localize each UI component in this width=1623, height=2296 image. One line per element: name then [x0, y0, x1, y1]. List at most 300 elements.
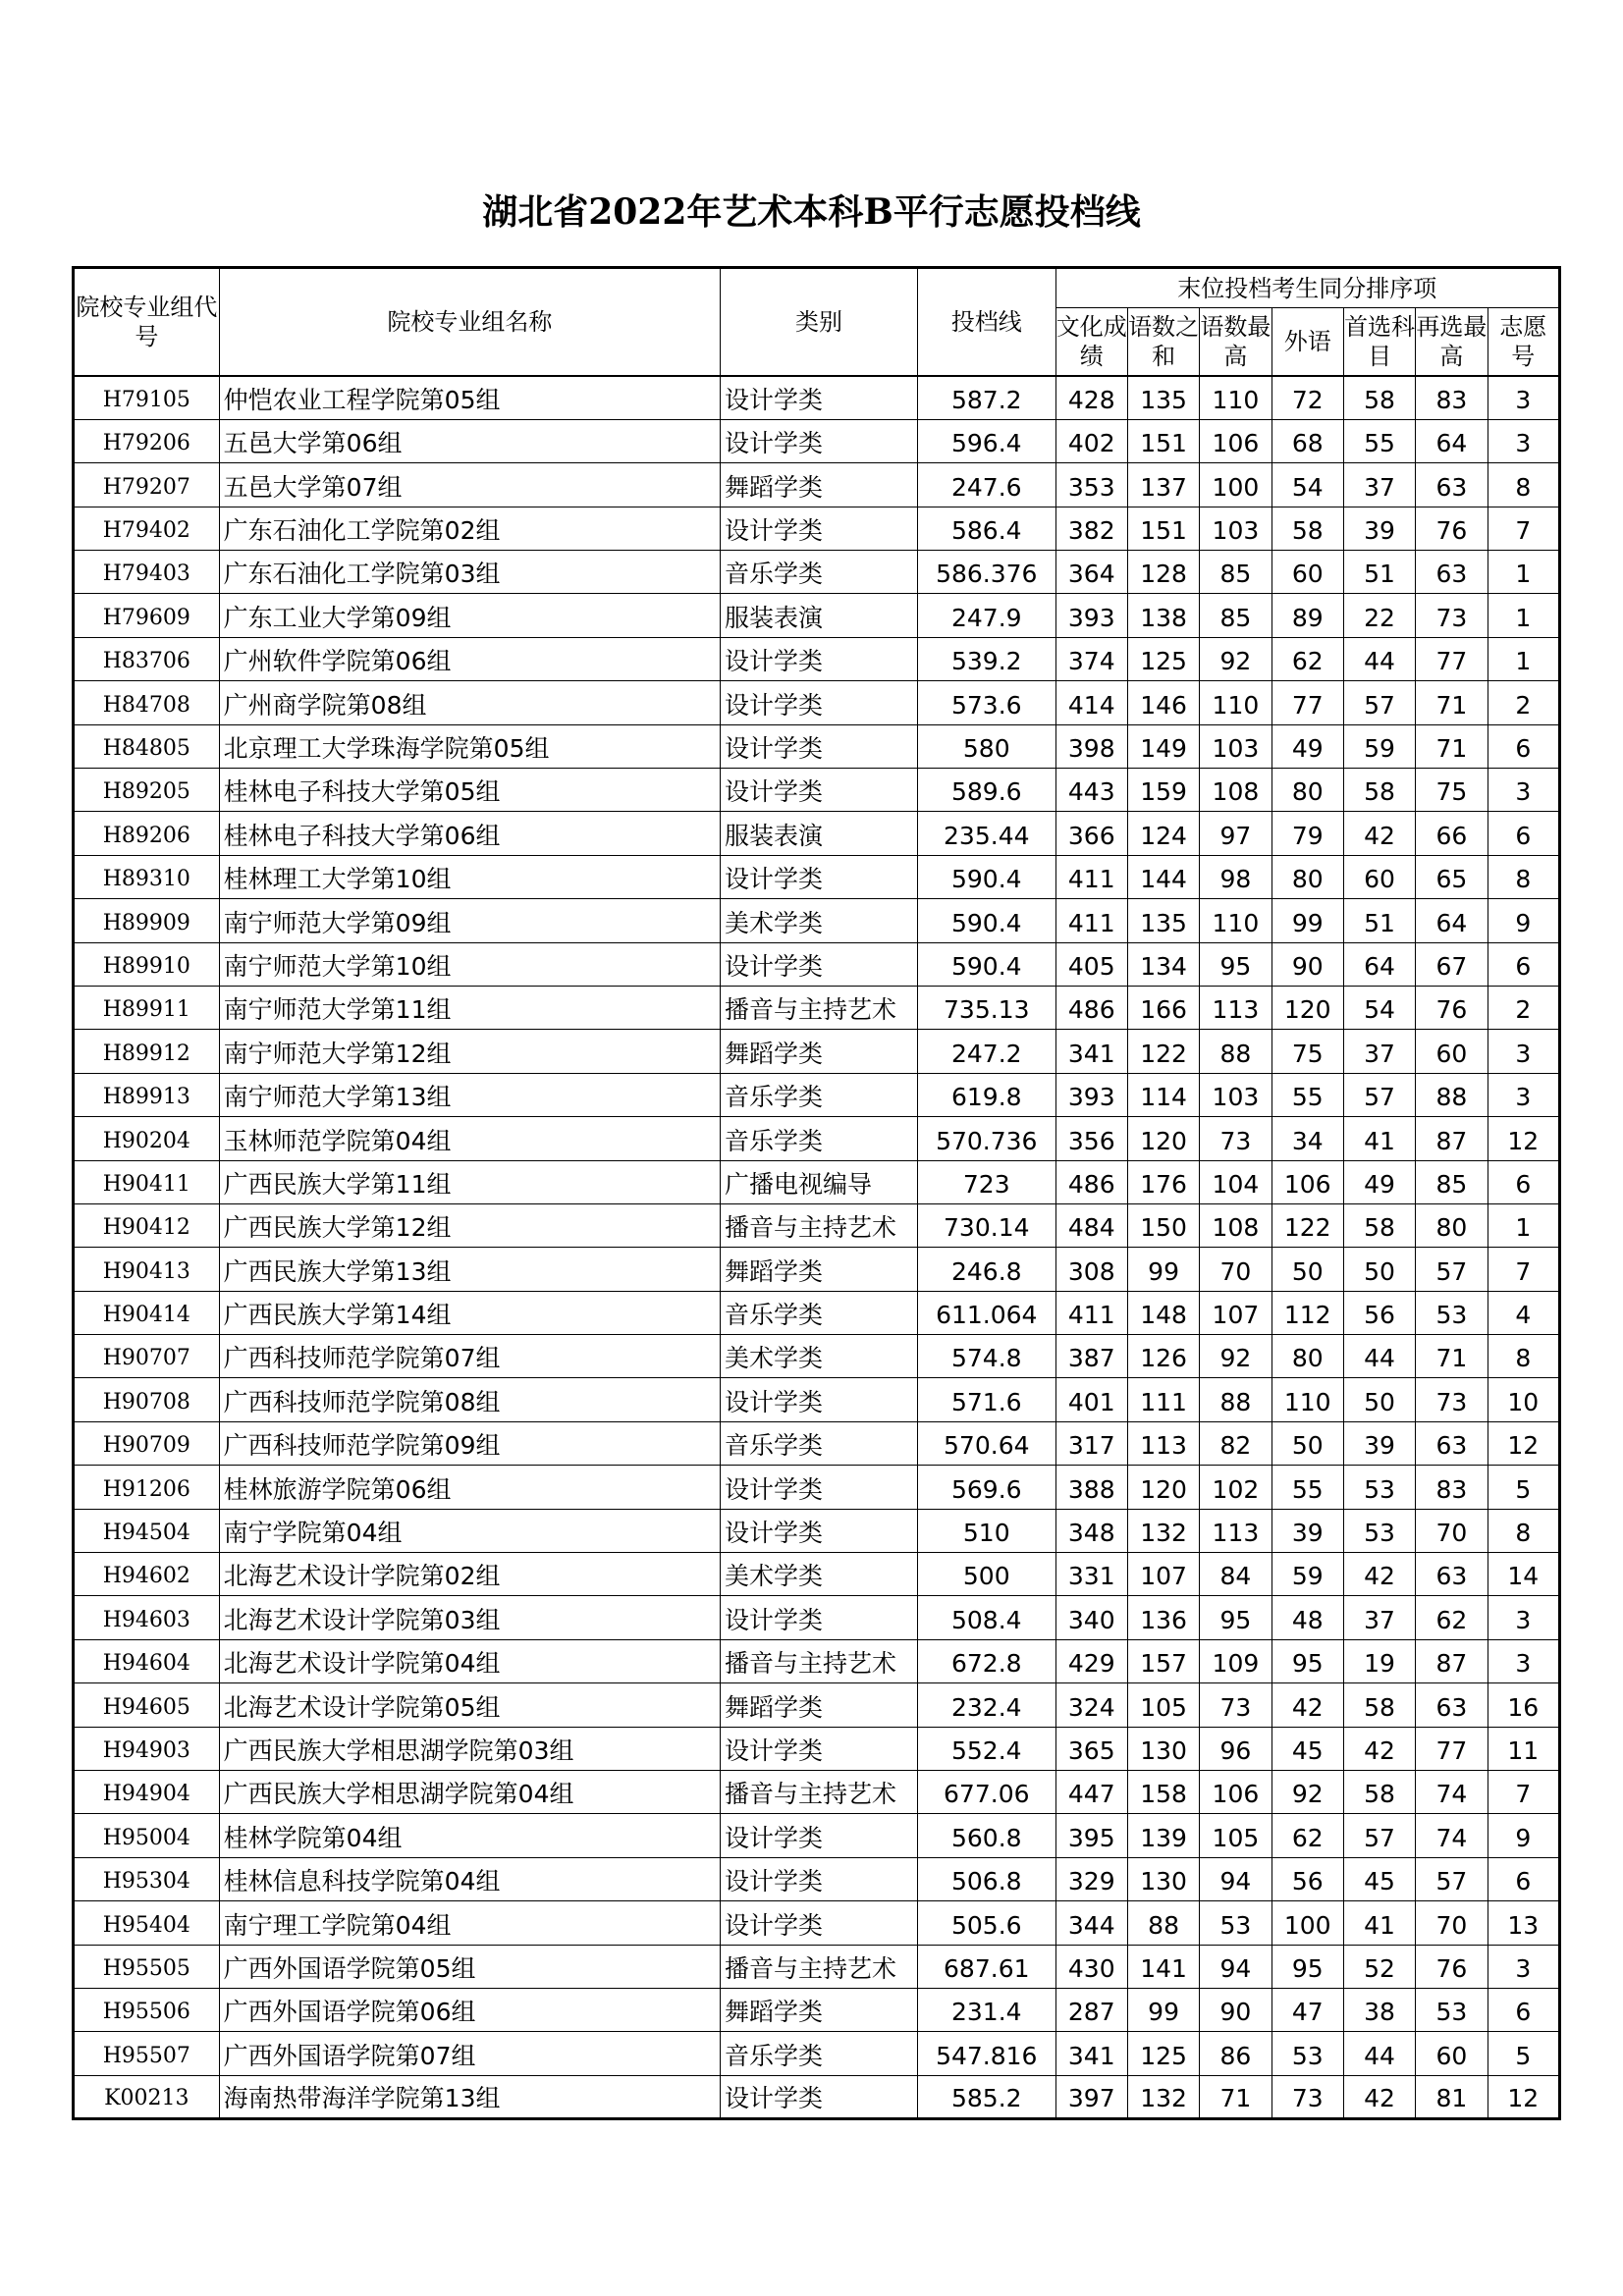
- name-cell: 广东石油化工学院第03组: [219, 551, 720, 594]
- header-sub: 文化成绩: [1055, 308, 1127, 377]
- table-row: [74, 1988, 1560, 2031]
- wish-no-cell: 6: [1488, 1857, 1559, 1900]
- culture-cell: 429: [1055, 1639, 1127, 1682]
- category-cell: 设计学类: [721, 1378, 918, 1421]
- foreign-lang-cell: 75: [1271, 1030, 1343, 1073]
- code-cell: H79206: [74, 419, 220, 462]
- score-cell: 247.6: [917, 463, 1055, 507]
- first-subject-cell: 38: [1343, 1988, 1415, 2031]
- table-row: [74, 1421, 1560, 1465]
- wish-no-cell: 8: [1488, 463, 1559, 507]
- wish-no-cell: 12: [1488, 2075, 1559, 2118]
- score-cell: 590.4: [917, 855, 1055, 898]
- first-subject-cell: 64: [1343, 942, 1415, 986]
- foreign-lang-cell: 100: [1271, 1901, 1343, 1945]
- first-subject-cell: 51: [1343, 551, 1415, 594]
- first-subject-cell: 56: [1343, 1291, 1415, 1334]
- culture-cell: 401: [1055, 1378, 1127, 1421]
- code-cell: H94603: [74, 1596, 220, 1639]
- table-row: [74, 1639, 1560, 1682]
- first-subject-cell: 58: [1343, 1771, 1415, 1814]
- header-sub: 语数最高: [1200, 308, 1271, 377]
- score-cell: 232.4: [917, 1683, 1055, 1727]
- name-cell: 桂林电子科技大学第05组: [219, 769, 720, 812]
- score-cell: 247.9: [917, 594, 1055, 637]
- foreign-lang-cell: 95: [1271, 1945, 1343, 1988]
- chinese-math-max-cell: 108: [1200, 1203, 1271, 1247]
- culture-cell: 374: [1055, 637, 1127, 680]
- code-cell: H89910: [74, 942, 220, 986]
- category-cell: 设计学类: [721, 1596, 918, 1639]
- table-row: [74, 1509, 1560, 1552]
- table-row: [74, 376, 1560, 419]
- category-cell: 音乐学类: [721, 551, 918, 594]
- header-sub: 志愿号: [1488, 308, 1559, 377]
- second-max-cell: 76: [1416, 986, 1488, 1029]
- category-cell: 音乐学类: [721, 1117, 918, 1160]
- category-cell: 音乐学类: [721, 1073, 918, 1116]
- name-cell: 南宁理工学院第04组: [219, 1901, 720, 1945]
- category-cell: 设计学类: [721, 1857, 918, 1900]
- chinese-math-max-cell: 73: [1200, 1117, 1271, 1160]
- chinese-math-max-cell: 104: [1200, 1160, 1271, 1203]
- first-subject-cell: 54: [1343, 986, 1415, 1029]
- wish-no-cell: 5: [1488, 1466, 1559, 1509]
- second-max-cell: 74: [1416, 1771, 1488, 1814]
- category-cell: 舞蹈学类: [721, 1988, 918, 2031]
- code-cell: H89206: [74, 812, 220, 855]
- wish-no-cell: 7: [1488, 1771, 1559, 1814]
- second-max-cell: 70: [1416, 1901, 1488, 1945]
- score-cell: 508.4: [917, 1596, 1055, 1639]
- first-subject-cell: 37: [1343, 1030, 1415, 1073]
- culture-cell: 308: [1055, 1248, 1127, 1291]
- wish-no-cell: 1: [1488, 1203, 1559, 1247]
- chinese-math-sum-cell: 148: [1127, 1291, 1199, 1334]
- name-cell: 北海艺术设计学院第03组: [219, 1596, 720, 1639]
- first-subject-cell: 41: [1343, 1117, 1415, 1160]
- first-subject-cell: 44: [1343, 637, 1415, 680]
- name-cell: 广东工业大学第09组: [219, 594, 720, 637]
- chinese-math-max-cell: 102: [1200, 1466, 1271, 1509]
- first-subject-cell: 55: [1343, 419, 1415, 462]
- table-row: [74, 1945, 1560, 1988]
- foreign-lang-cell: 80: [1271, 1335, 1343, 1378]
- table-row: [74, 1073, 1560, 1116]
- foreign-lang-cell: 106: [1271, 1160, 1343, 1203]
- culture-cell: 447: [1055, 1771, 1127, 1814]
- second-max-cell: 76: [1416, 507, 1488, 550]
- chinese-math-max-cell: 85: [1200, 594, 1271, 637]
- culture-cell: 324: [1055, 1683, 1127, 1727]
- score-cell: 570.736: [917, 1117, 1055, 1160]
- name-cell: 仲恺农业工程学院第05组: [219, 376, 720, 419]
- chinese-math-sum-cell: 176: [1127, 1160, 1199, 1203]
- table-row: [74, 681, 1560, 724]
- category-cell: 舞蹈学类: [721, 1683, 918, 1727]
- culture-cell: 341: [1055, 2032, 1127, 2075]
- name-cell: 桂林信息科技学院第04组: [219, 1857, 720, 1900]
- chinese-math-max-cell: 92: [1200, 1335, 1271, 1378]
- second-max-cell: 64: [1416, 419, 1488, 462]
- chinese-math-max-cell: 96: [1200, 1727, 1271, 1770]
- first-subject-cell: 57: [1343, 681, 1415, 724]
- table-row: [74, 1814, 1560, 1857]
- wish-no-cell: 6: [1488, 1988, 1559, 2031]
- wish-no-cell: 6: [1488, 724, 1559, 768]
- name-cell: 桂林理工大学第10组: [219, 855, 720, 898]
- chinese-math-sum-cell: 135: [1127, 899, 1199, 942]
- chinese-math-sum-cell: 113: [1127, 1421, 1199, 1465]
- chinese-math-max-cell: 86: [1200, 2032, 1271, 2075]
- foreign-lang-cell: 54: [1271, 463, 1343, 507]
- first-subject-cell: 22: [1343, 594, 1415, 637]
- code-cell: H95004: [74, 1814, 220, 1857]
- chinese-math-sum-cell: 130: [1127, 1857, 1199, 1900]
- name-cell: 北海艺术设计学院第02组: [219, 1553, 720, 1596]
- chinese-math-max-cell: 97: [1200, 812, 1271, 855]
- wish-no-cell: 1: [1488, 594, 1559, 637]
- chinese-math-sum-cell: 146: [1127, 681, 1199, 724]
- foreign-lang-cell: 79: [1271, 812, 1343, 855]
- code-cell: H90411: [74, 1160, 220, 1203]
- wish-no-cell: 16: [1488, 1683, 1559, 1727]
- foreign-lang-cell: 89: [1271, 594, 1343, 637]
- first-subject-cell: 41: [1343, 1901, 1415, 1945]
- code-cell: H89205: [74, 769, 220, 812]
- score-cell: 247.2: [917, 1030, 1055, 1073]
- culture-cell: 365: [1055, 1727, 1127, 1770]
- second-max-cell: 73: [1416, 594, 1488, 637]
- score-cell: 231.4: [917, 1988, 1055, 2031]
- chinese-math-max-cell: 108: [1200, 769, 1271, 812]
- chinese-math-sum-cell: 114: [1127, 1073, 1199, 1116]
- table-row: [74, 1466, 1560, 1509]
- code-cell: H90414: [74, 1291, 220, 1334]
- foreign-lang-cell: 59: [1271, 1553, 1343, 1596]
- culture-cell: 411: [1055, 855, 1127, 898]
- name-cell: 广州商学院第08组: [219, 681, 720, 724]
- foreign-lang-cell: 90: [1271, 942, 1343, 986]
- score-cell: 505.6: [917, 1901, 1055, 1945]
- category-cell: 设计学类: [721, 942, 918, 986]
- name-cell: 广西民族大学第12组: [219, 1203, 720, 1247]
- category-cell: 音乐学类: [721, 1291, 918, 1334]
- first-subject-cell: 58: [1343, 376, 1415, 419]
- name-cell: 北海艺术设计学院第05组: [219, 1683, 720, 1727]
- second-max-cell: 85: [1416, 1160, 1488, 1203]
- table-row: [74, 769, 1560, 812]
- second-max-cell: 73: [1416, 1378, 1488, 1421]
- score-cell: 246.8: [917, 1248, 1055, 1291]
- category-cell: 播音与主持艺术: [721, 1203, 918, 1247]
- wish-no-cell: 14: [1488, 1553, 1559, 1596]
- chinese-math-max-cell: 105: [1200, 1814, 1271, 1857]
- culture-cell: 443: [1055, 769, 1127, 812]
- wish-no-cell: 7: [1488, 507, 1559, 550]
- score-cell: 587.2: [917, 376, 1055, 419]
- code-cell: H94504: [74, 1509, 220, 1552]
- code-cell: H89310: [74, 855, 220, 898]
- wish-no-cell: 9: [1488, 1814, 1559, 1857]
- chinese-math-sum-cell: 135: [1127, 376, 1199, 419]
- foreign-lang-cell: 42: [1271, 1683, 1343, 1727]
- name-cell: 广西外国语学院第05组: [219, 1945, 720, 1988]
- score-cell: 539.2: [917, 637, 1055, 680]
- code-cell: H79207: [74, 463, 220, 507]
- score-cell: 590.4: [917, 899, 1055, 942]
- foreign-lang-cell: 62: [1271, 637, 1343, 680]
- score-cell: 235.44: [917, 812, 1055, 855]
- wish-no-cell: 4: [1488, 1291, 1559, 1334]
- first-subject-cell: 60: [1343, 855, 1415, 898]
- score-cell: 596.4: [917, 419, 1055, 462]
- chinese-math-sum-cell: 125: [1127, 637, 1199, 680]
- chinese-math-max-cell: 90: [1200, 1988, 1271, 2031]
- code-cell: H79105: [74, 376, 220, 419]
- foreign-lang-cell: 49: [1271, 724, 1343, 768]
- name-cell: 南宁师范大学第12组: [219, 1030, 720, 1073]
- culture-cell: 486: [1055, 1160, 1127, 1203]
- name-cell: 桂林学院第04组: [219, 1814, 720, 1857]
- category-cell: 美术学类: [721, 1335, 918, 1378]
- code-cell: H89912: [74, 1030, 220, 1073]
- chinese-math-max-cell: 103: [1200, 1073, 1271, 1116]
- second-max-cell: 81: [1416, 2075, 1488, 2118]
- name-cell: 广西科技师范学院第09组: [219, 1421, 720, 1465]
- wish-no-cell: 8: [1488, 855, 1559, 898]
- second-max-cell: 63: [1416, 1553, 1488, 1596]
- chinese-math-max-cell: 103: [1200, 507, 1271, 550]
- name-cell: 海南热带海洋学院第13组: [219, 2075, 720, 2118]
- chinese-math-max-cell: 94: [1200, 1945, 1271, 1988]
- foreign-lang-cell: 73: [1271, 2075, 1343, 2118]
- name-cell: 南宁师范大学第11组: [219, 986, 720, 1029]
- chinese-math-sum-cell: 132: [1127, 2075, 1199, 2118]
- wish-no-cell: 5: [1488, 2032, 1559, 2075]
- category-cell: 设计学类: [721, 2075, 918, 2118]
- first-subject-cell: 58: [1343, 769, 1415, 812]
- table-row: [74, 1248, 1560, 1291]
- second-max-cell: 83: [1416, 376, 1488, 419]
- foreign-lang-cell: 50: [1271, 1248, 1343, 1291]
- wish-no-cell: 2: [1488, 986, 1559, 1029]
- second-max-cell: 60: [1416, 1030, 1488, 1073]
- second-max-cell: 53: [1416, 1988, 1488, 2031]
- second-max-cell: 71: [1416, 1335, 1488, 1378]
- code-cell: H90413: [74, 1248, 220, 1291]
- chinese-math-max-cell: 103: [1200, 724, 1271, 768]
- table-row: [74, 1596, 1560, 1639]
- table-row: [74, 1683, 1560, 1727]
- code-cell: H89913: [74, 1073, 220, 1116]
- first-subject-cell: 58: [1343, 1203, 1415, 1247]
- wish-no-cell: 12: [1488, 1117, 1559, 1160]
- second-max-cell: 63: [1416, 1683, 1488, 1727]
- foreign-lang-cell: 77: [1271, 681, 1343, 724]
- category-cell: 服装表演: [721, 594, 918, 637]
- score-cell: 723: [917, 1160, 1055, 1203]
- chinese-math-sum-cell: 124: [1127, 812, 1199, 855]
- table-row: [74, 1553, 1560, 1596]
- code-cell: H94904: [74, 1771, 220, 1814]
- category-cell: 设计学类: [721, 1901, 918, 1945]
- table-row: [74, 855, 1560, 898]
- second-max-cell: 70: [1416, 1509, 1488, 1552]
- code-cell: H90412: [74, 1203, 220, 1247]
- score-cell: 560.8: [917, 1814, 1055, 1857]
- foreign-lang-cell: 95: [1271, 1639, 1343, 1682]
- code-cell: H90709: [74, 1421, 220, 1465]
- culture-cell: 414: [1055, 681, 1127, 724]
- culture-cell: 366: [1055, 812, 1127, 855]
- chinese-math-sum-cell: 139: [1127, 1814, 1199, 1857]
- score-cell: 590.4: [917, 942, 1055, 986]
- table-row: [74, 2075, 1560, 2118]
- table-row: [74, 1030, 1560, 1073]
- header-sub: 首选科目: [1343, 308, 1415, 377]
- code-cell: H95506: [74, 1988, 220, 2031]
- category-cell: 设计学类: [721, 419, 918, 462]
- chinese-math-max-cell: 109: [1200, 1639, 1271, 1682]
- chinese-math-sum-cell: 99: [1127, 1988, 1199, 2031]
- category-cell: 播音与主持艺术: [721, 1639, 918, 1682]
- second-max-cell: 63: [1416, 1421, 1488, 1465]
- score-cell: 547.816: [917, 2032, 1055, 2075]
- foreign-lang-cell: 99: [1271, 899, 1343, 942]
- name-cell: 广西民族大学第13组: [219, 1248, 720, 1291]
- chinese-math-sum-cell: 120: [1127, 1117, 1199, 1160]
- table-row: [74, 724, 1560, 768]
- code-cell: H94604: [74, 1639, 220, 1682]
- score-cell: 571.6: [917, 1378, 1055, 1421]
- name-cell: 广西外国语学院第06组: [219, 1988, 720, 2031]
- code-cell: H79402: [74, 507, 220, 550]
- chinese-math-max-cell: 88: [1200, 1030, 1271, 1073]
- category-cell: 音乐学类: [721, 2032, 918, 2075]
- name-cell: 玉林师范学院第04组: [219, 1117, 720, 1160]
- chinese-math-sum-cell: 132: [1127, 1509, 1199, 1552]
- wish-no-cell: 3: [1488, 1639, 1559, 1682]
- chinese-math-max-cell: 85: [1200, 551, 1271, 594]
- name-cell: 北海艺术设计学院第04组: [219, 1639, 720, 1682]
- category-cell: 设计学类: [721, 769, 918, 812]
- header-score: 投档线: [917, 268, 1055, 377]
- second-max-cell: 87: [1416, 1639, 1488, 1682]
- chinese-math-max-cell: 113: [1200, 1509, 1271, 1552]
- category-cell: 播音与主持艺术: [721, 986, 918, 1029]
- second-max-cell: 75: [1416, 769, 1488, 812]
- chinese-math-max-cell: 106: [1200, 419, 1271, 462]
- chinese-math-max-cell: 100: [1200, 463, 1271, 507]
- chinese-math-max-cell: 84: [1200, 1553, 1271, 1596]
- code-cell: H84805: [74, 724, 220, 768]
- first-subject-cell: 52: [1343, 1945, 1415, 1988]
- code-cell: H91206: [74, 1466, 220, 1509]
- wish-no-cell: 3: [1488, 1596, 1559, 1639]
- second-max-cell: 87: [1416, 1117, 1488, 1160]
- foreign-lang-cell: 55: [1271, 1073, 1343, 1116]
- chinese-math-sum-cell: 130: [1127, 1727, 1199, 1770]
- chinese-math-sum-cell: 126: [1127, 1335, 1199, 1378]
- second-max-cell: 63: [1416, 551, 1488, 594]
- wish-no-cell: 6: [1488, 812, 1559, 855]
- culture-cell: 393: [1055, 594, 1127, 637]
- category-cell: 美术学类: [721, 899, 918, 942]
- name-cell: 五邑大学第06组: [219, 419, 720, 462]
- table-row: [74, 551, 1560, 594]
- code-cell: H90204: [74, 1117, 220, 1160]
- chinese-math-max-cell: 110: [1200, 681, 1271, 724]
- chinese-math-sum-cell: 128: [1127, 551, 1199, 594]
- first-subject-cell: 19: [1343, 1639, 1415, 1682]
- name-cell: 广州软件学院第06组: [219, 637, 720, 680]
- code-cell: H83706: [74, 637, 220, 680]
- foreign-lang-cell: 53: [1271, 2032, 1343, 2075]
- wish-no-cell: 6: [1488, 1160, 1559, 1203]
- chinese-math-sum-cell: 144: [1127, 855, 1199, 898]
- score-cell: 586.4: [917, 507, 1055, 550]
- second-max-cell: 63: [1416, 463, 1488, 507]
- name-cell: 广西民族大学相思湖学院第04组: [219, 1771, 720, 1814]
- score-cell: 730.14: [917, 1203, 1055, 1247]
- code-cell: H94903: [74, 1727, 220, 1770]
- category-cell: 设计学类: [721, 1466, 918, 1509]
- code-cell: K00213: [74, 2075, 220, 2118]
- header-sub: 外语: [1271, 308, 1343, 377]
- chinese-math-max-cell: 107: [1200, 1291, 1271, 1334]
- chinese-math-max-cell: 70: [1200, 1248, 1271, 1291]
- chinese-math-sum-cell: 125: [1127, 2032, 1199, 2075]
- score-cell: 573.6: [917, 681, 1055, 724]
- table-row: [74, 1901, 1560, 1945]
- score-cell: 570.64: [917, 1421, 1055, 1465]
- header-name: 院校专业组名称: [219, 268, 720, 377]
- score-cell: 510: [917, 1509, 1055, 1552]
- first-subject-cell: 50: [1343, 1378, 1415, 1421]
- second-max-cell: 77: [1416, 1727, 1488, 1770]
- category-cell: 舞蹈学类: [721, 1248, 918, 1291]
- chinese-math-max-cell: 95: [1200, 942, 1271, 986]
- code-cell: H89911: [74, 986, 220, 1029]
- chinese-math-sum-cell: 157: [1127, 1639, 1199, 1682]
- wish-no-cell: 3: [1488, 1945, 1559, 1988]
- chinese-math-sum-cell: 166: [1127, 986, 1199, 1029]
- wish-no-cell: 3: [1488, 769, 1559, 812]
- culture-cell: 317: [1055, 1421, 1127, 1465]
- category-cell: 设计学类: [721, 855, 918, 898]
- code-cell: H89909: [74, 899, 220, 942]
- culture-cell: 329: [1055, 1857, 1127, 1900]
- culture-cell: 344: [1055, 1901, 1127, 1945]
- chinese-math-sum-cell: 136: [1127, 1596, 1199, 1639]
- table-row: [74, 1857, 1560, 1900]
- culture-cell: 356: [1055, 1117, 1127, 1160]
- score-cell: 500: [917, 1553, 1055, 1596]
- first-subject-cell: 53: [1343, 1509, 1415, 1552]
- culture-cell: 484: [1055, 1203, 1127, 1247]
- score-cell: 672.8: [917, 1639, 1055, 1682]
- name-cell: 南宁师范大学第13组: [219, 1073, 720, 1116]
- chinese-math-max-cell: 98: [1200, 855, 1271, 898]
- foreign-lang-cell: 68: [1271, 419, 1343, 462]
- wish-no-cell: 7: [1488, 1248, 1559, 1291]
- table-row: [74, 637, 1560, 680]
- header-sub: 再选最高: [1416, 308, 1488, 377]
- name-cell: 南宁学院第04组: [219, 1509, 720, 1552]
- foreign-lang-cell: 48: [1271, 1596, 1343, 1639]
- code-cell: H84708: [74, 681, 220, 724]
